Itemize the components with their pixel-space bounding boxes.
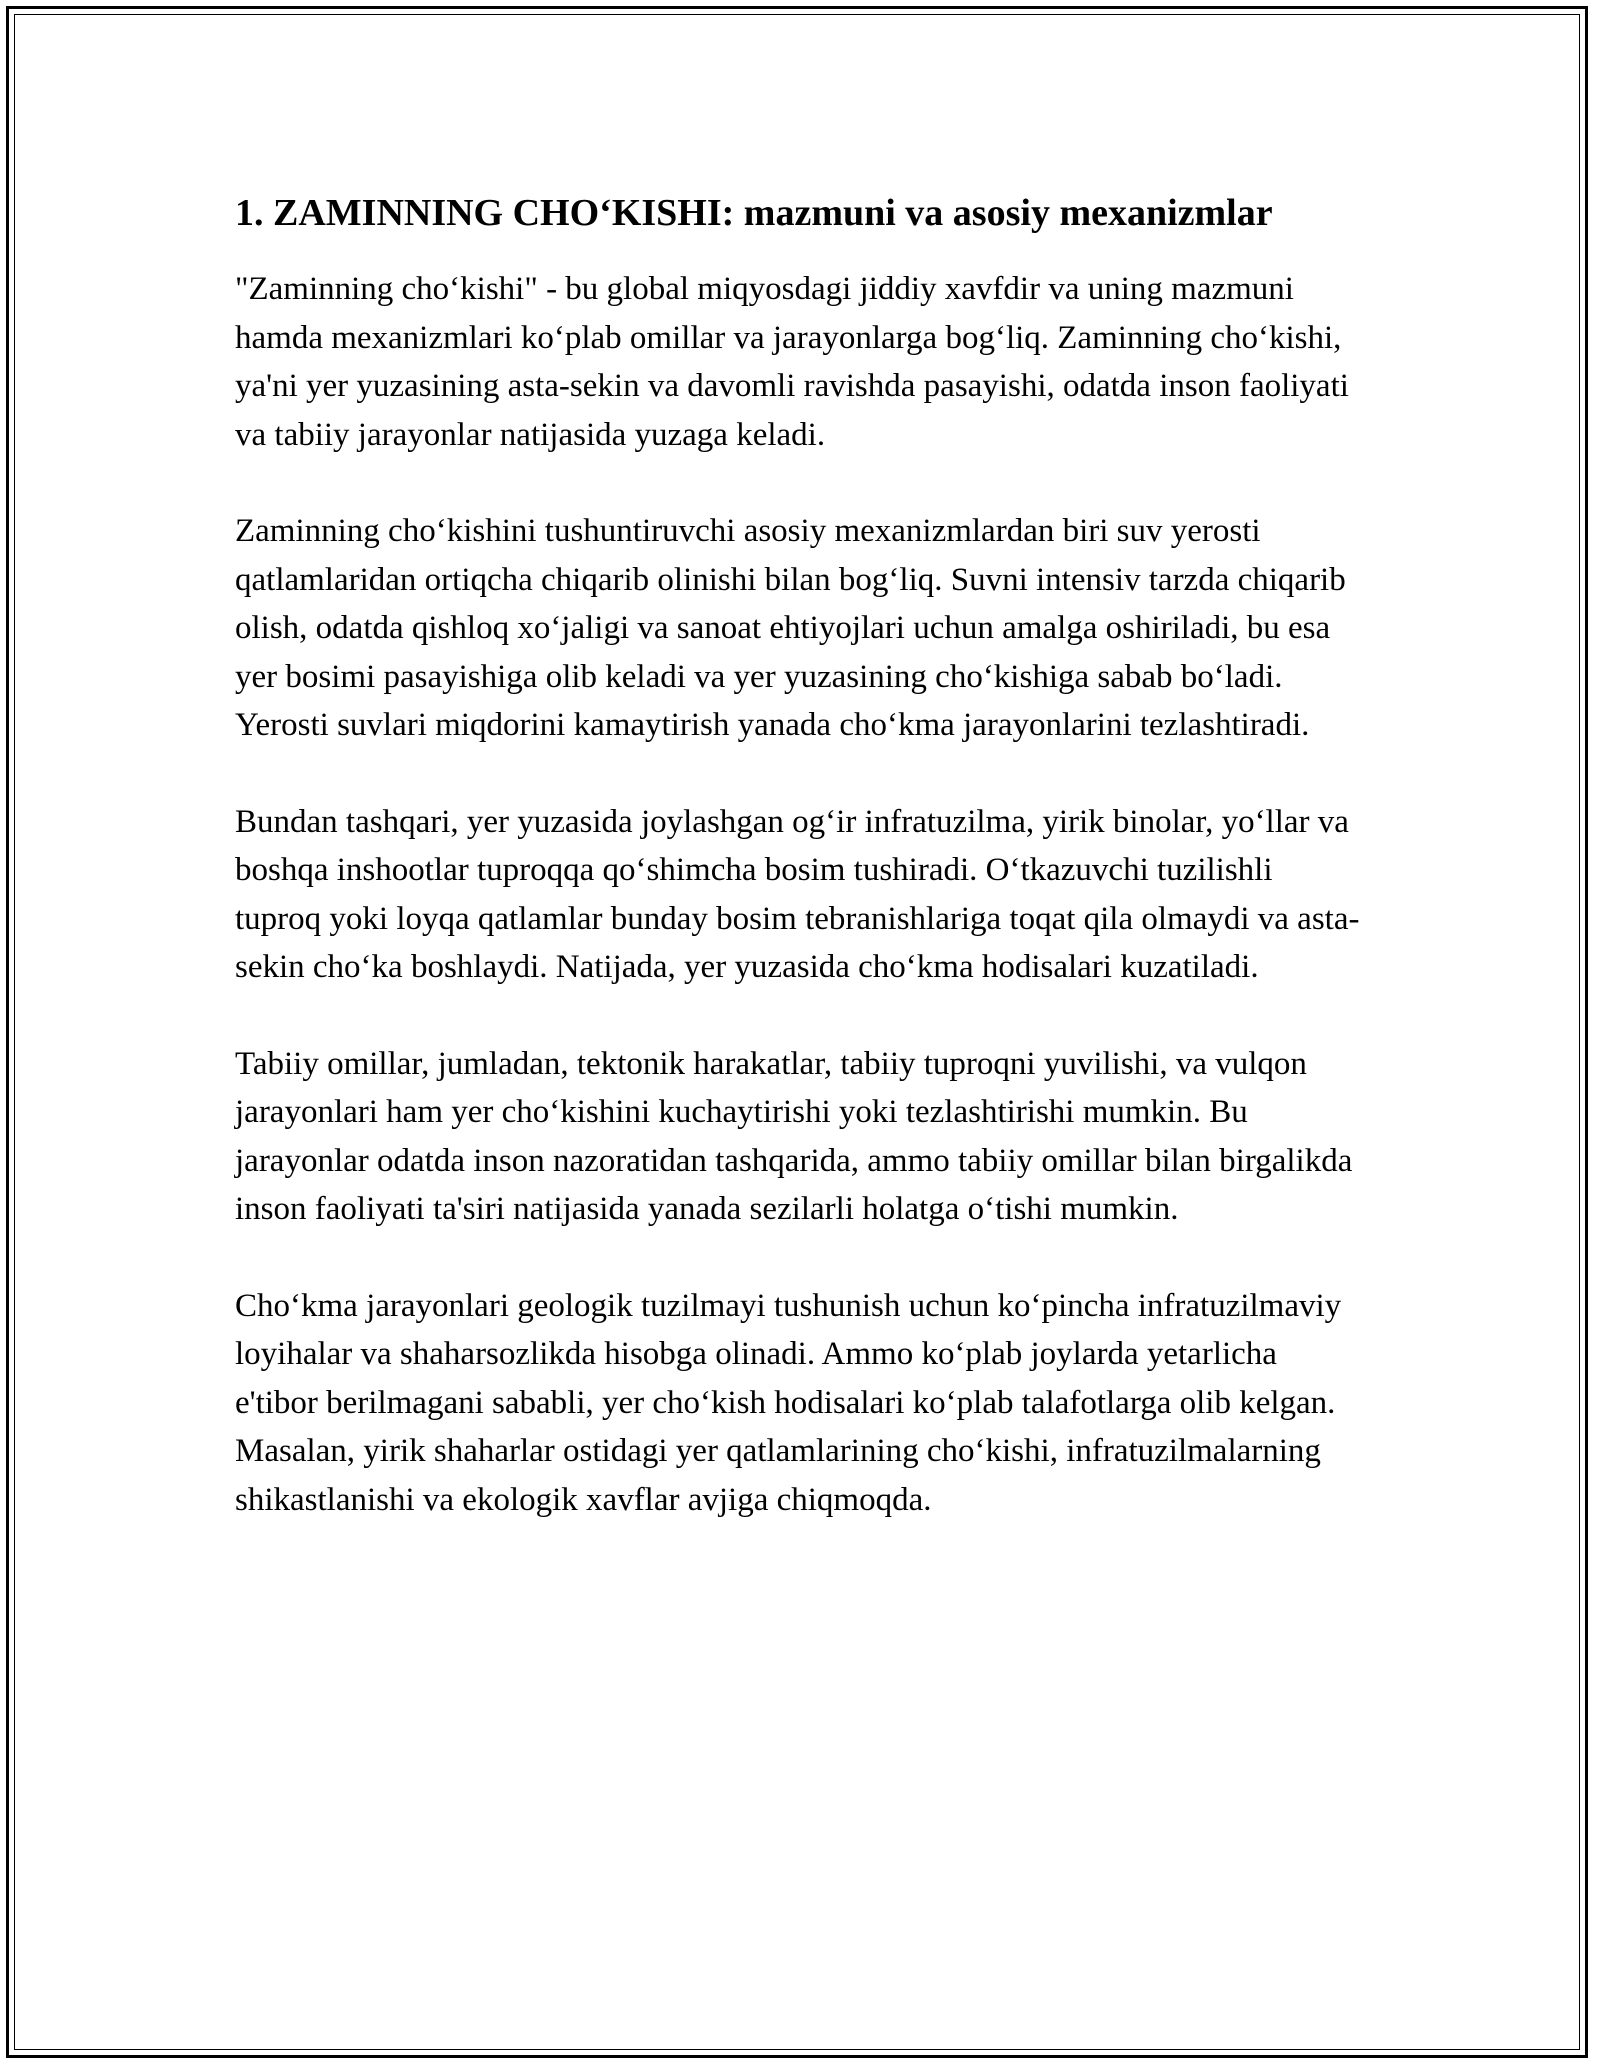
paragraph-4: Tabiiy omillar, jumladan, tektonik harakatlar, tabiiy tuproqni yuvilishi, va vulqon jarayonlari ham yer cho‘kishini kuchaytirishi yoki tezlashtirishi mumkin. Bu jarayonlar odatda inson nazoratidan tashqarida, ammo tabiiy omillar bilan birgalikda inson faoliyati ta'siri natijasida yanada sezilarli holatga o‘tishi mumkin. — [235, 1045, 1353, 1227]
paragraph-5: Cho‘kma jarayonlari geologik tuzilmayi tushunish uchun ko‘pincha infratuzilmaviy loyihalar va shaharsozlikda hisobga olinadi. Ammo ko‘plab joylarda yetarlicha e'tibor berilmagani sababli, yer cho‘kish hodisalari ko‘plab talafotlarga olib kelgan. Masalan, yirik shaharlar ostidagi yer qatlamlarining cho‘kishi, infratuzilmalarning shikastlanishi va ekologik xavflar avjiga chiqmoqda. — [235, 1287, 1342, 1518]
paragraph-2: Zaminning cho‘kishini tushuntiruvchi asosiy mexanizmlardan biri suv yerosti qatlamlaridan ortiqcha chiqarib olinishi bilan bog‘liq. Suvni intensiv tarzda chiqarib olish, odatda qishloq xo‘jaligi va sanoat ehtiyojlari uchun amalga oshiriladi, bu esa yer bosimi pasayishiga olib keladi va yer yuzasining cho‘kishiga sabab bo‘ladi. Yerosti suvlari miqdorini kamaytirish yanada cho‘kma jarayonlarini tezlashtiradi. — [235, 513, 1346, 743]
paragraphs — [235, 265, 1365, 1524]
section-heading: 1. ZAMINNING CHO‘KISHI: mazmuni va asosiy mexanizmlar — [235, 192, 1273, 234]
paragraph-1: "Zaminning cho‘kishi" - bu global miqyosdagi jiddiy xavfdir va uning mazmuni hamda mexanizmlari ko‘plab omillar va jarayonlarga bog‘liq. Zaminning cho‘kishi, ya'ni yer yuzasining asta-sekin va davomli ravishda pasayishi, odatda inson faoliyati va tabiiy jarayonlar natijasida yuzaga keladi. — [235, 271, 1349, 453]
document-body — [235, 186, 1365, 1572]
paragraph-3: Bundan tashqari, yer yuzasida joylashgan og‘ir infratuzilma, yirik binolar, yo‘llar va boshqa inshootlar tuproqqa qo‘shimcha bosim tushiradi. O‘tkazuvchi tuzilishli tuproq yoki loyqa qatlamlar bunday bosim tebranishlariga toqat qila olmaydi va asta-sekin cho‘ka boshlaydi. Natijada, yer yuzasida cho‘kma hodisalari kuzatiladi. — [235, 803, 1360, 985]
